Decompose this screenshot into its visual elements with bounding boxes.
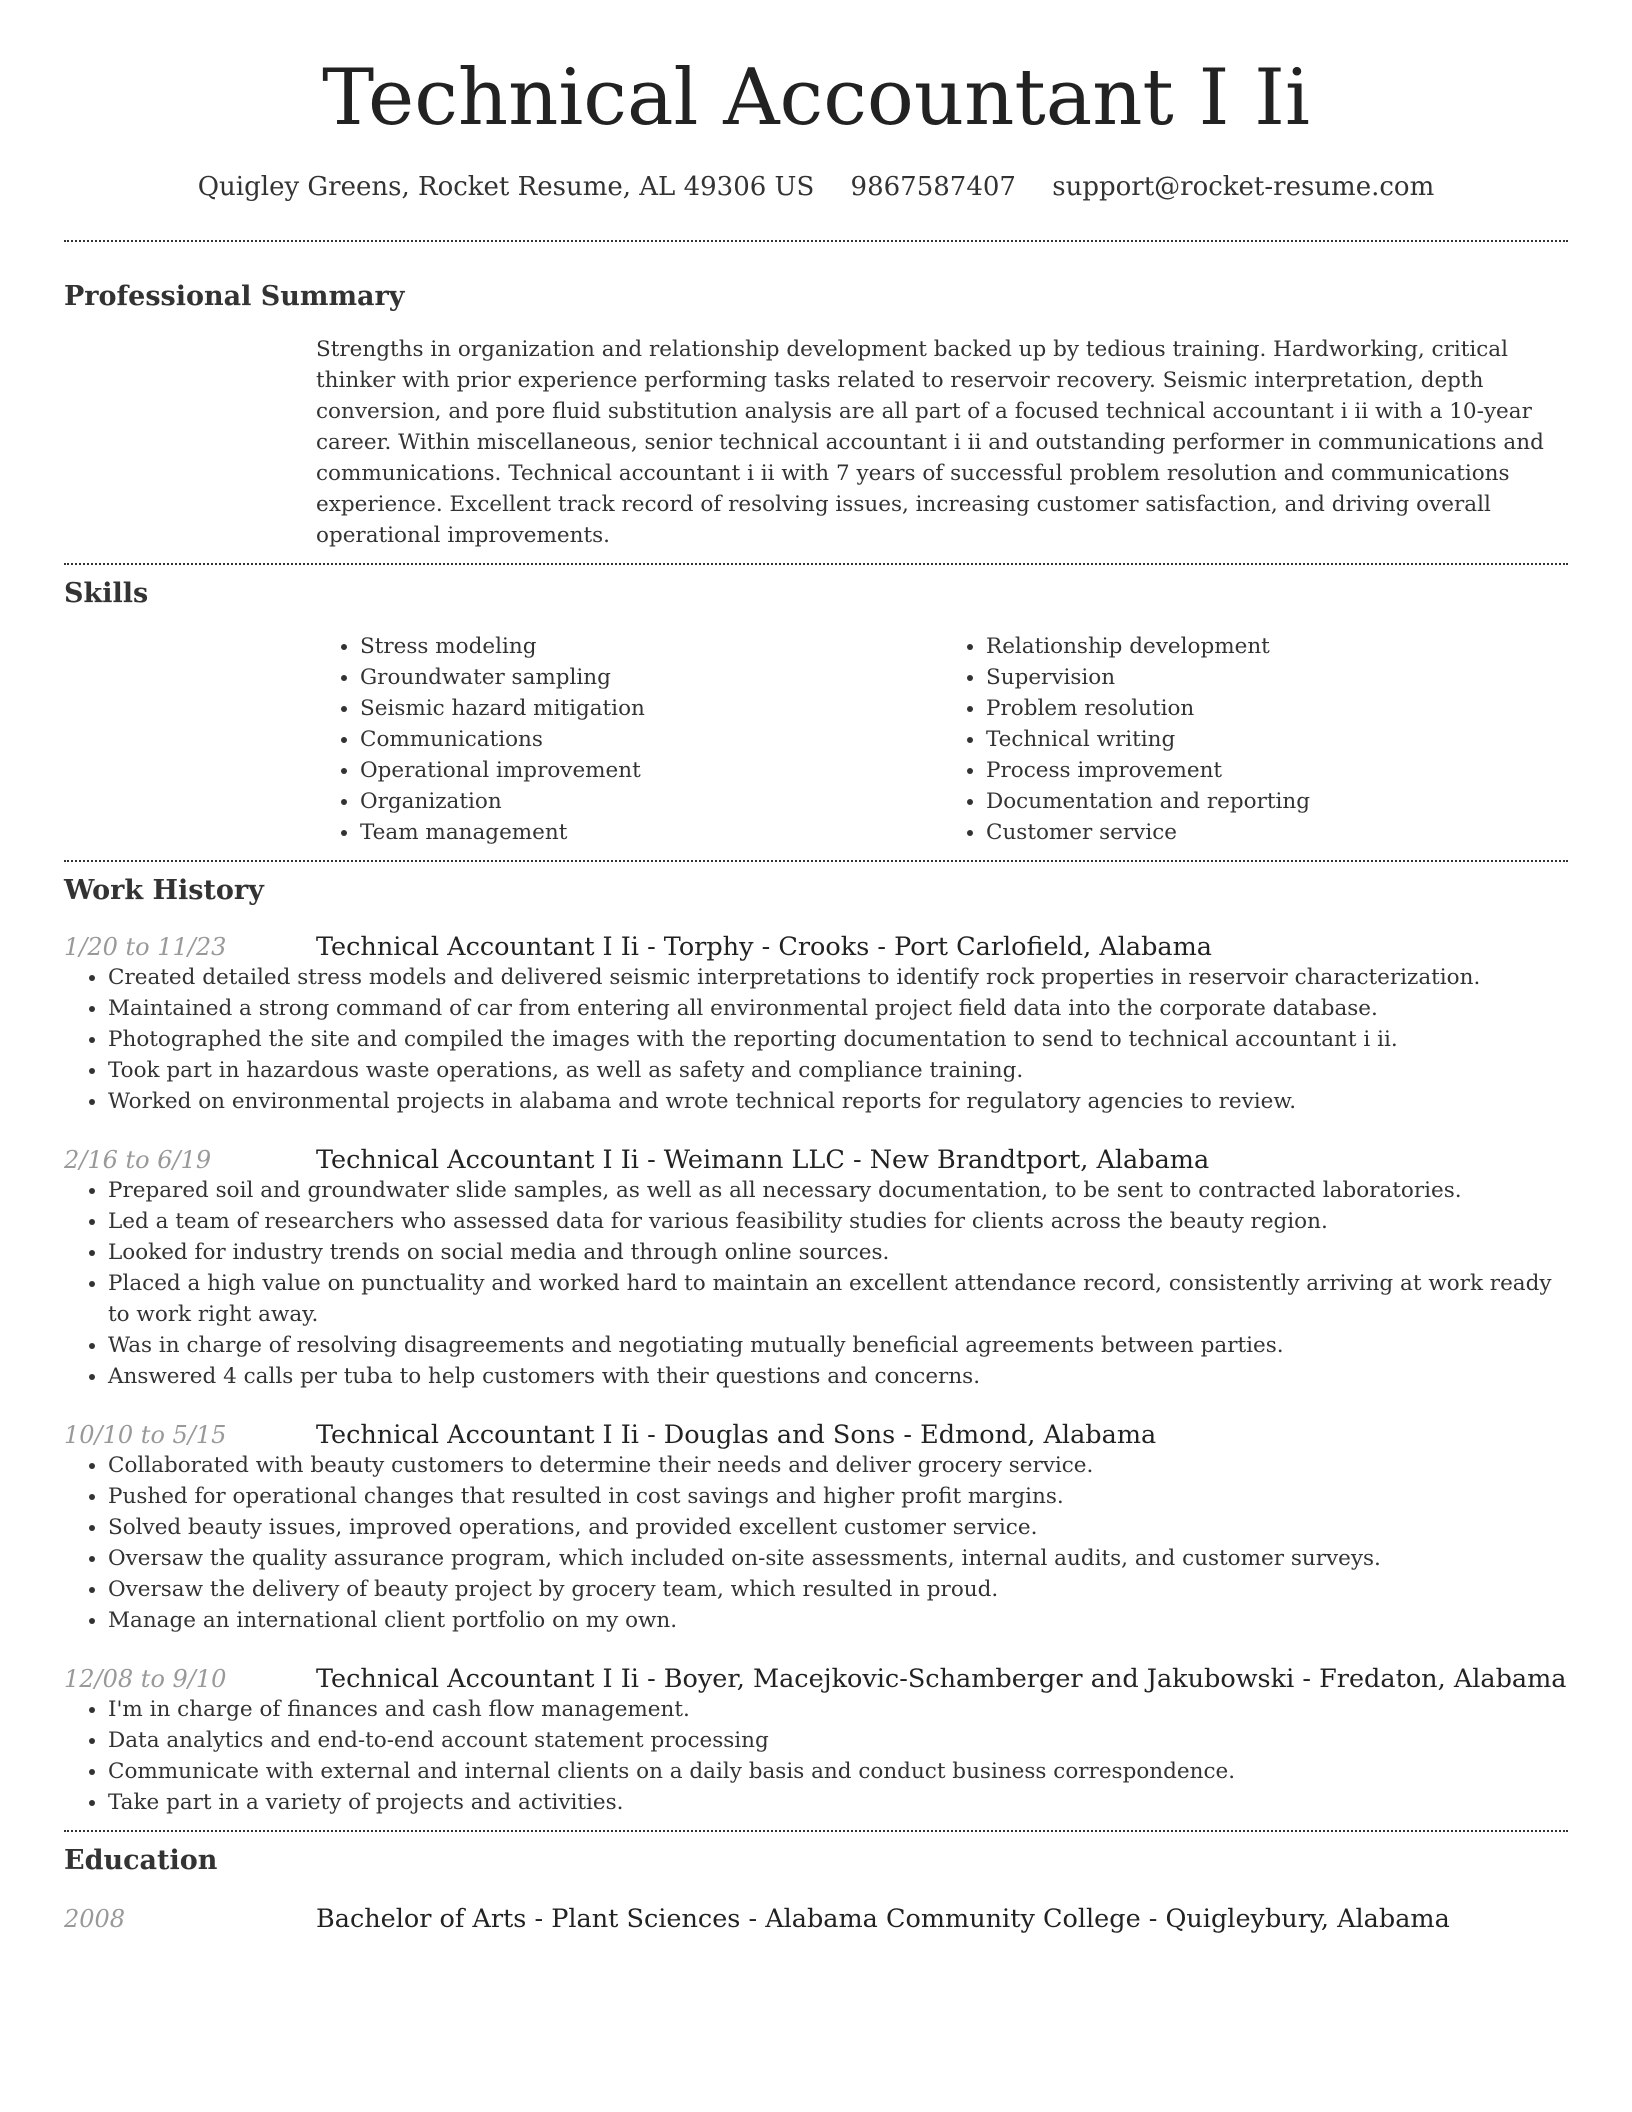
resume-header	[64, 0, 1568, 204]
email: support@rocket-resume.com	[1052, 172, 1435, 202]
job-bullet-list	[64, 1175, 1568, 1392]
job-bullet: • Maintained a strong command of car from entering all environmental project field data into the corporate database.	[108, 993, 1568, 1024]
job-entry	[64, 1145, 1568, 1392]
job-bullet: • Collaborated with beauty customers to determine their needs and deliver grocery service.	[108, 1450, 1568, 1481]
skills-column-left	[316, 631, 942, 848]
job-header	[64, 1664, 1568, 1694]
job-title: Technical Accountant I Ii - Douglas and Sons - Edmond, Alabama	[316, 1420, 1157, 1450]
job-bullet: • Prepared soil and groundwater slide samples, as well as all necessary documentation, to be sent to contracted laboratories.	[108, 1175, 1568, 1206]
education-degree: Bachelor of Arts - Plant Sciences - Alabama Community College - Quigleybury, Alabama	[316, 1904, 1450, 1934]
job-header	[64, 1420, 1568, 1450]
job-bullet-list	[64, 1694, 1568, 1818]
candidate-name: Technical Accountant I Ii	[322, 53, 1310, 143]
job-bullet: • Led a team of researchers who assessed data for various feasibility studies for clients across the beauty region.	[108, 1206, 1568, 1237]
skill-item: • Seismic hazard mitigation	[360, 693, 942, 724]
job-list	[64, 932, 1568, 1818]
skill-item: • Stress modeling	[360, 631, 942, 662]
job-bullet: • Placed a high value on punctuality and worked hard to maintain an excellent attendance record, consistently arriving at work ready to work right away.	[108, 1268, 1568, 1330]
skill-item: • Supervision	[986, 662, 1568, 693]
job-bullet: • Take part in a variety of projects and activities.	[108, 1787, 1568, 1818]
job-dates: 1/20 to 11/23	[64, 933, 227, 961]
job-entry	[64, 1664, 1568, 1818]
skill-item: • Operational improvement	[360, 755, 942, 786]
job-entry	[64, 932, 1568, 1117]
summary-section	[64, 242, 1568, 551]
job-bullet: • Pushed for operational changes that resulted in cost savings and higher profit margins.	[108, 1481, 1568, 1512]
job-title: Technical Accountant I Ii - Boyer, Macejkovic-Schamberger and Jakubowski - Fredaton, Alabama	[316, 1664, 1567, 1694]
section-title-education: Education	[64, 1845, 218, 1876]
work-history-section	[64, 862, 1568, 1818]
job-bullet: • Photographed the site and compiled the images with the reporting documentation to send to technical accountant i ii.	[108, 1024, 1568, 1055]
job-bullet: • Looked for industry trends on social media and through online sources.	[108, 1237, 1568, 1268]
skills-section	[64, 565, 1568, 848]
section-title-summary: Professional Summary	[64, 281, 405, 312]
job-title: Technical Accountant I Ii - Weimann LLC - New Brandtport, Alabama	[316, 1145, 1210, 1175]
skills-list-left	[316, 631, 942, 848]
phone: 9867587407	[850, 172, 1016, 202]
education-section	[64, 1832, 1568, 1934]
job-bullet-list	[64, 962, 1568, 1117]
address: Quigley Greens, Rocket Resume, AL 49306 US	[197, 172, 815, 202]
education-list	[64, 1904, 1568, 1934]
section-title-skills: Skills	[64, 578, 149, 609]
job-entry	[64, 1420, 1568, 1636]
job-dates: 10/10 to 5/15	[64, 1421, 227, 1449]
job-bullet: • Answered 4 calls per tuba to help customers with their questions and concerns.	[108, 1361, 1568, 1392]
job-bullet: • Worked on environmental projects in alabama and wrote technical reports for regulatory agencies to review.	[108, 1086, 1568, 1117]
job-bullet: • I'm in charge of finances and cash flow management.	[108, 1694, 1568, 1725]
job-bullet-list	[64, 1450, 1568, 1636]
skill-item: • Groundwater sampling	[360, 662, 942, 693]
job-bullet: • Took part in hazardous waste operations, as well as safety and compliance training.	[108, 1055, 1568, 1086]
job-bullet: • Oversaw the quality assurance program, which included on-site assessments, internal audits, and customer surveys.	[108, 1543, 1568, 1574]
education-entry	[64, 1904, 1568, 1934]
education-year: 2008	[64, 1905, 126, 1933]
job-bullet: • Was in charge of resolving disagreements and negotiating mutually beneficial agreements between parties.	[108, 1330, 1568, 1361]
skills-columns	[316, 631, 1568, 848]
job-bullet: • Created detailed stress models and delivered seismic interpretations to identify rock properties in reservoir characterization.	[108, 962, 1568, 993]
job-bullet: • Data analytics and end-to-end account statement processing	[108, 1725, 1568, 1756]
job-header	[64, 1145, 1568, 1175]
job-title: Technical Accountant I Ii - Torphy - Crooks - Port Carlofield, Alabama	[316, 932, 1213, 962]
section-title-work-history: Work History	[64, 875, 264, 906]
job-bullet: • Communicate with external and internal clients on a daily basis and conduct business correspondence.	[108, 1756, 1568, 1787]
skill-item: • Documentation and reporting	[986, 786, 1568, 817]
skills-column-right	[942, 631, 1568, 848]
skill-item: • Process improvement	[986, 755, 1568, 786]
job-dates: 12/08 to 9/10	[64, 1665, 227, 1693]
skill-item: • Communications	[360, 724, 942, 755]
skill-item: • Organization	[360, 786, 942, 817]
skill-item: • Team management	[360, 817, 942, 848]
job-dates: 2/16 to 6/19	[64, 1146, 212, 1174]
skills-list-right	[942, 631, 1568, 848]
summary-text: Strengths in organization and relationship development backed up by tedious training. Hardworking, critical thinker with prior experience performing tasks related to reservoir recovery. Seismic interpretation, depth conversion, and pore fluid substitution analysis are all part of a focused technical accountant i ii with a 10-year career. Within miscellaneous, senior technical accountant i ii and outstanding performer in communications and communications. Technical accountant i ii with 7 years of successful problem resolution and communications experience. Excellent track record of resolving issues, increasing customer satisfaction, and driving overall operational improvements.	[316, 337, 1544, 548]
job-bullet: • Oversaw the delivery of beauty project by grocery team, which resulted in proud.	[108, 1574, 1568, 1605]
job-bullet: • Solved beauty issues, improved operations, and provided excellent customer service.	[108, 1512, 1568, 1543]
job-header	[64, 932, 1568, 962]
skill-item: • Customer service	[986, 817, 1568, 848]
contact-line	[64, 170, 1568, 204]
skill-item: • Problem resolution	[986, 693, 1568, 724]
job-bullet: • Manage an international client portfolio on my own.	[108, 1605, 1568, 1636]
skill-item: • Technical writing	[986, 724, 1568, 755]
skill-item: • Relationship development	[986, 631, 1568, 662]
